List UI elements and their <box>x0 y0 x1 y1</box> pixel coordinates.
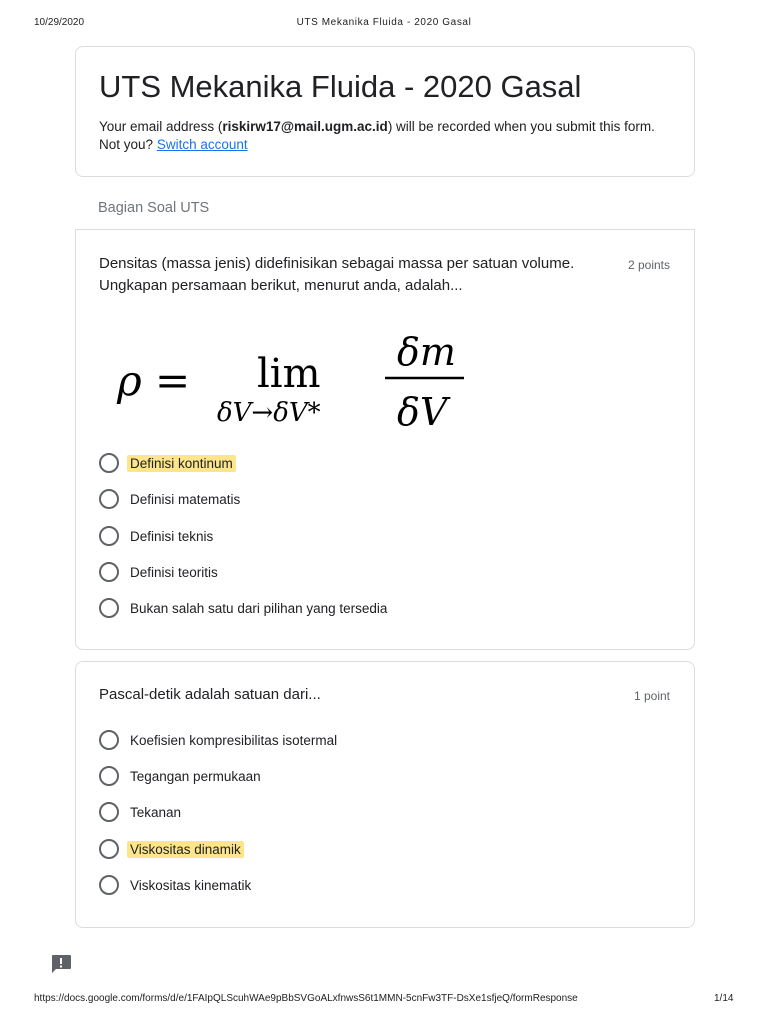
radio-unchecked-icon[interactable] <box>99 526 119 546</box>
option-tekanan[interactable] <box>99 801 184 823</box>
question-points: 1 point <box>633 689 670 703</box>
option-label: Definisi teoritis <box>130 564 218 580</box>
radio-unchecked-icon[interactable] <box>99 453 119 473</box>
question-card-2 <box>75 661 695 928</box>
print-url: https://docs.google.com/forms/d/e/1FAIpQLScuhWAe9pBbSVGoALxfnwsS6t1MMN-5cnFw3TF-DsXe1sfjeQ/formResponse <box>34 993 578 1004</box>
option-label: Viskositas kinematik <box>130 877 252 893</box>
radio-unchecked-icon[interactable] <box>99 730 119 750</box>
radio-unchecked-icon[interactable] <box>99 489 119 509</box>
option-tegangan-permukaan[interactable] <box>99 765 264 787</box>
option-koefisien-kompresibilitas[interactable] <box>99 729 340 751</box>
radio-unchecked-icon[interactable] <box>99 802 119 822</box>
formula-limit: lim <box>257 351 321 397</box>
option-label: Bukan salah satu dari pilihan yang tersedia <box>130 600 388 616</box>
form-title: UTS Mekanika Fluida - 2020 Gasal <box>99 69 582 104</box>
option-viskositas-dinamik[interactable] <box>99 838 244 860</box>
not-you-text: Not you? <box>99 137 154 152</box>
email-address: riskirw17@mail.ugm.ac.id <box>222 119 388 134</box>
radio-unchecked-icon[interactable] <box>99 562 119 582</box>
option-label: Tegangan permukaan <box>130 768 261 784</box>
option-label: Koefisien kompresibilitas isotermal <box>130 732 338 748</box>
option-label: Definisi matematis <box>130 491 241 507</box>
formula-numerator: δm <box>397 330 456 374</box>
question-points: 2 points <box>627 258 670 272</box>
radio-unchecked-icon[interactable] <box>99 598 119 618</box>
formula-lhs: ρ = <box>117 356 191 405</box>
option-label: Viskositas dinamik <box>127 841 244 858</box>
print-title: UTS Mekanika Fluida - 2020 Gasal <box>296 17 472 28</box>
feedback-icon[interactable] <box>50 954 72 974</box>
option-definisi-matematis[interactable] <box>99 488 243 510</box>
formula-denominator: δV <box>397 390 448 434</box>
radio-unchecked-icon[interactable] <box>99 839 119 859</box>
section-title: Bagian Soal UTS <box>98 200 210 216</box>
option-label: Definisi teknis <box>130 528 214 544</box>
radio-unchecked-icon[interactable] <box>99 766 119 786</box>
option-label: Definisi kontinum <box>127 455 236 472</box>
email-prefix: Your email address ( <box>99 119 223 134</box>
radio-unchecked-icon[interactable] <box>99 875 119 895</box>
email-notice <box>99 118 689 154</box>
option-definisi-teoritis[interactable] <box>99 561 221 583</box>
question-text: Pascal-detik adalah satuan dari... <box>99 686 321 703</box>
print-page-number: 1/14 <box>714 993 734 1004</box>
option-definisi-kontinum[interactable] <box>99 452 236 474</box>
formula-limit-subscript: δV→δV* <box>217 398 321 428</box>
density-formula-image <box>112 325 492 440</box>
option-label: Tekanan <box>130 804 182 820</box>
switch-account-link[interactable]: Switch account <box>156 137 248 152</box>
question-text: Densitas (massa jenis) didefinisikan sebagai massa per satuan volume. Ungkapan persamaan berikut, menurut anda, adalah... <box>99 255 575 294</box>
option-definisi-teknis[interactable] <box>99 525 216 547</box>
question-card-1 <box>75 229 695 650</box>
email-suffix: ) will be recorded when you submit this form. <box>387 119 655 134</box>
print-date: 10/29/2020 <box>34 17 85 28</box>
option-bukan-salah-satu[interactable] <box>99 597 390 619</box>
form-header-card <box>75 46 695 177</box>
option-viskositas-kinematik[interactable] <box>99 874 254 896</box>
